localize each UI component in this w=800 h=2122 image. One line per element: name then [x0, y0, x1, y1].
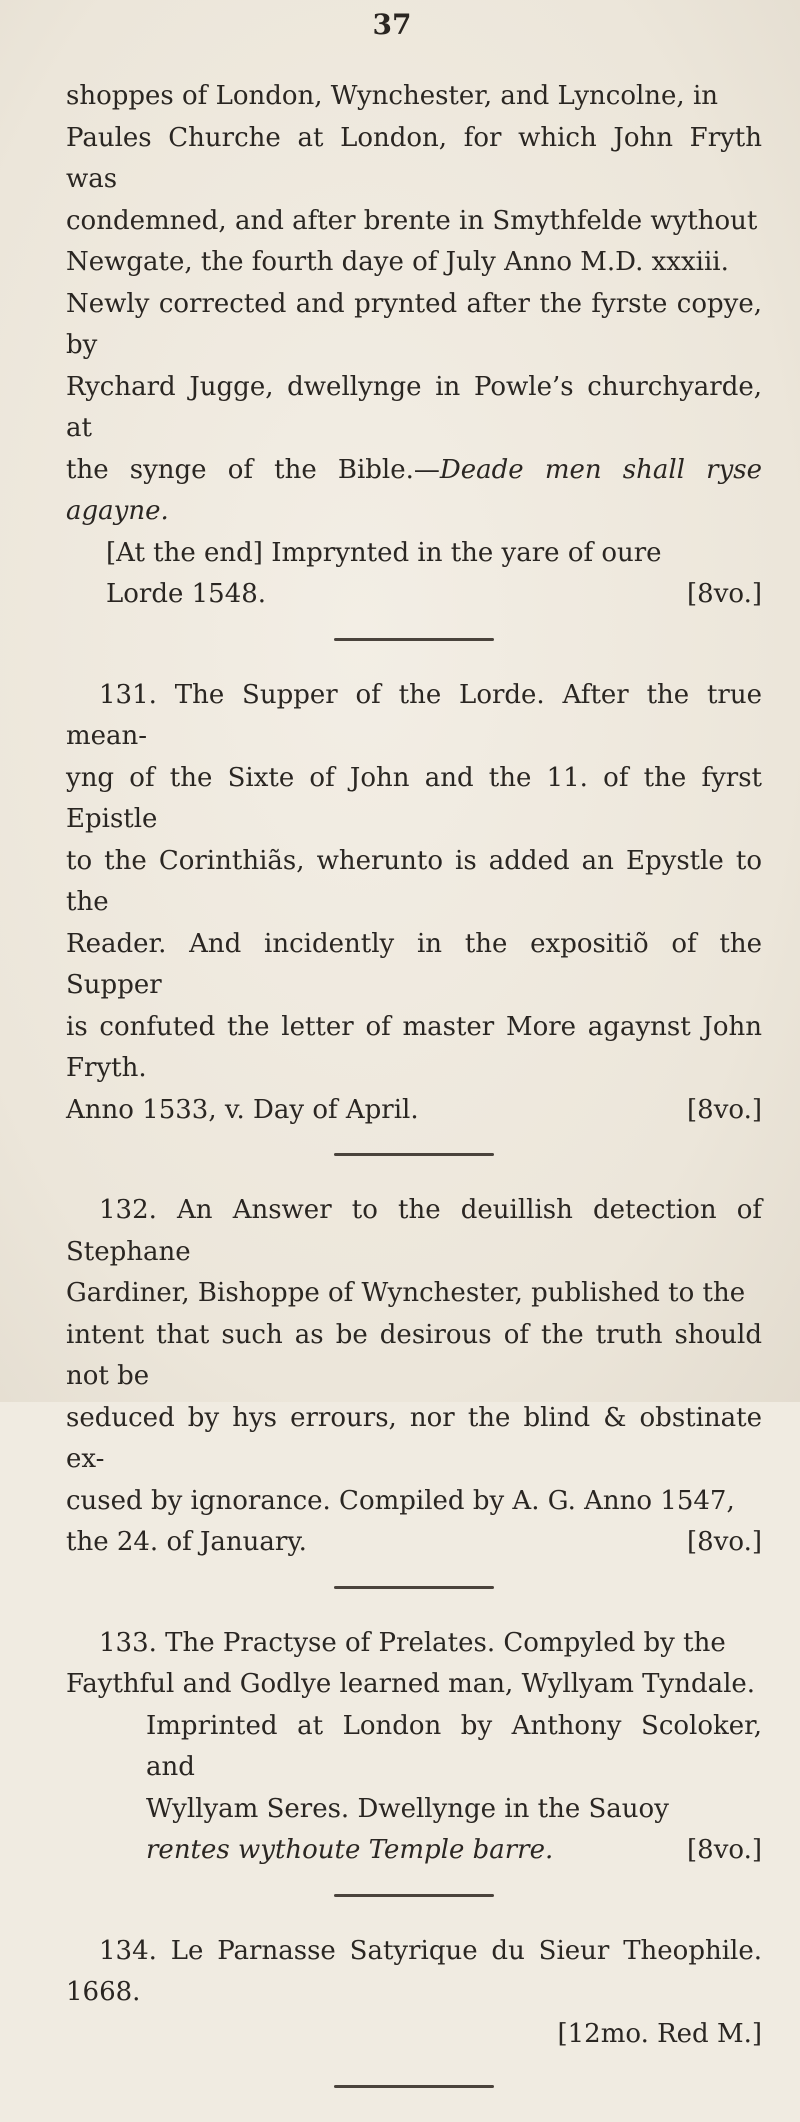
- section-divider: [334, 2085, 494, 2088]
- section-divider: [334, 1153, 494, 1156]
- entry-imprint: rentes wythoute Temple barre.: [146, 1835, 554, 1865]
- catalogue-entry-131: [66, 675, 762, 1132]
- entry-line: 132. An Answer to the deuillish detection of Stephane: [66, 1195, 762, 1267]
- entry-line: [66, 1830, 762, 1872]
- entry-line: [66, 1090, 762, 1132]
- entry-line: [66, 1522, 762, 1564]
- entry-line: Newgate, the fourth daye of July Anno M.D. xxxiii.: [66, 247, 729, 277]
- entry-line: shoppes of London, Wynchester, and Lyncolne, in: [66, 81, 719, 111]
- format-tag: [8vo.]: [687, 1835, 762, 1865]
- page-number: 37: [372, 8, 412, 41]
- entry-motto: Deade men shall ryse agayne.: [66, 454, 762, 526]
- entry-line: [At the end] Imprynted in the yare of oure: [106, 537, 662, 568]
- entry-line: Newly corrected and prynted after the fyrste copye, by: [66, 288, 762, 360]
- entry-line: Imprinted at London by Anthony Scoloker, and: [146, 1710, 762, 1782]
- entry-line: to the Corinthiãs, wherunto is added an Epystle to the: [66, 845, 762, 917]
- section-divider: [334, 1586, 494, 1589]
- entry-line: [66, 450, 762, 533]
- entry-line-text: the synge of the Bible.—: [66, 454, 440, 485]
- section-divider: [334, 1894, 494, 1897]
- entry-line: Paules Churche at London, for which John Fryth was: [66, 122, 762, 194]
- entry-line: Wyllyam Seres. Dwellynge in the Sauoy: [146, 1793, 669, 1824]
- entry-line: Faythful and Godlye learned man, Wyllyam Tyndale.: [66, 1669, 756, 1699]
- catalogue-entry-133: [66, 1623, 762, 1872]
- catalogue-entries: [66, 76, 762, 2122]
- format-tag: [8vo.]: [687, 1527, 762, 1557]
- entry-line: cused by ignorance. Compiled by A. G. Anno 1547,: [66, 1485, 735, 1516]
- entry-line: Reader. And incidently in the expositiõ of the Supper: [66, 928, 762, 1000]
- catalogue-entry-132: [66, 1190, 762, 1564]
- entry-date: Lorde 1548.: [106, 579, 267, 609]
- entry-line: [66, 574, 762, 616]
- format-tag: [12mo. Red M.]: [557, 2018, 762, 2049]
- entry-date: the 24. of January.: [66, 1527, 307, 1557]
- entry-line: seduced by hys errours, nor the blind & obstinate ex-: [66, 1402, 762, 1474]
- entry-line: 134. Le Parnasse Satyrique du Sieur Theophile. 1668.: [66, 1935, 762, 2007]
- format-tag: [8vo.]: [687, 579, 762, 609]
- entry-line: Rychard Jugge, dwellynge in Powle’s churchyarde, at: [66, 371, 762, 443]
- entry-line: condemned, and after brente in Smythfelde wythout: [66, 205, 758, 236]
- entry-line: 131. The Supper of the Lorde. After the true mean-: [66, 679, 762, 751]
- entry-line: is confuted the letter of master More agaynst John Fryth.: [66, 1011, 762, 1083]
- catalogue-entry-continued: [66, 76, 762, 616]
- entry-line: intent that such as be desirous of the truth should not be: [66, 1319, 762, 1391]
- section-divider: [334, 638, 494, 641]
- catalogue-entry-134: [66, 1931, 762, 2056]
- entry-date: Anno 1533, v. Day of April.: [66, 1094, 419, 1125]
- format-tag: [8vo.]: [687, 1094, 762, 1125]
- entry-line: 133. The Practyse of Prelates. Compyled by the: [99, 1627, 726, 1658]
- entry-line: Gardiner, Bishoppe of Wynchester, published to the: [66, 1278, 746, 1308]
- entry-line: yng of the Sixte of John and the 11. of the fyrst Epistle: [66, 762, 762, 834]
